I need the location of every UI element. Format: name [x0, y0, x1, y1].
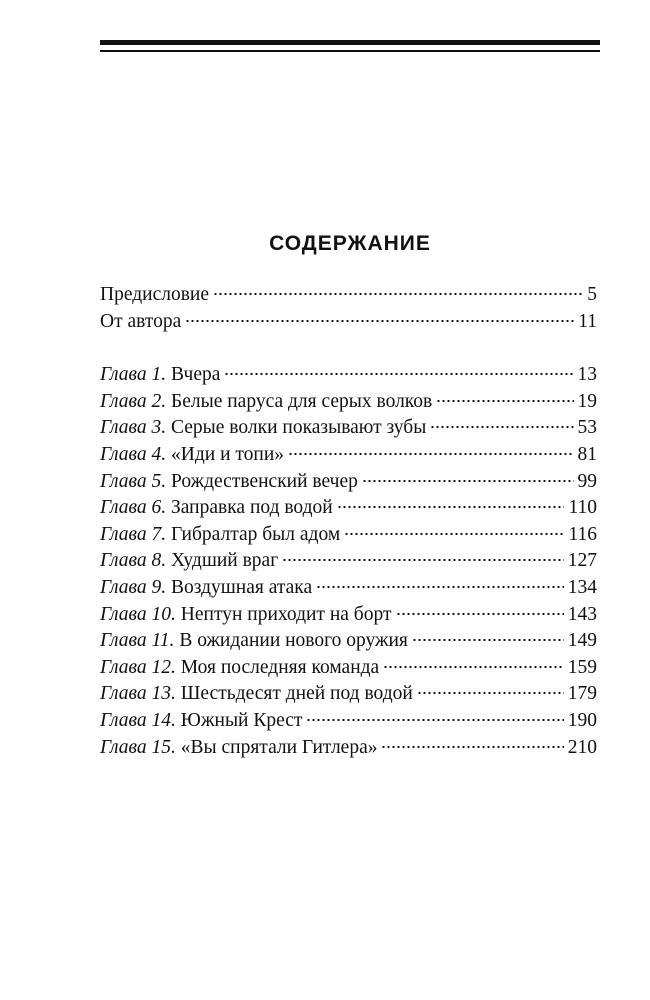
dot-leader	[381, 746, 563, 748]
toc-chapter-entry	[100, 710, 597, 737]
toc-chapter-entry	[100, 657, 597, 684]
dot-leader	[417, 692, 564, 694]
toc-entry-title: Худший враг	[171, 550, 279, 572]
toc-entry-title: Рождественский вечер	[171, 470, 358, 492]
toc-entry-label	[100, 683, 413, 705]
toc-chapter-entry	[100, 683, 597, 710]
dot-leader	[213, 293, 583, 295]
dot-leader	[344, 533, 564, 535]
page-number: 5	[587, 284, 597, 305]
dot-leader	[306, 719, 563, 721]
dot-leader	[185, 320, 574, 322]
chapter-number: Глава 4.	[100, 443, 167, 465]
toc-chapter-entry	[100, 391, 597, 418]
page-number: 11	[578, 310, 597, 332]
toc-chapter-entry	[100, 604, 597, 631]
page-number: 13	[577, 364, 597, 386]
toc-chapter-entry	[100, 630, 597, 657]
toc-entry-title: Серые волки показывают зубы	[171, 417, 427, 439]
toc-entry-label	[100, 417, 426, 439]
toc-entry-title: Нептун приходит на борт	[180, 603, 392, 625]
chapter-number: Глава 9.	[100, 576, 167, 598]
toc-entry-title: Предисловие	[100, 284, 210, 305]
dot-leader	[337, 506, 565, 508]
toc-entry-label	[100, 444, 284, 466]
toc-chapter-entry	[100, 417, 597, 444]
toc-entry-title: От автора	[100, 310, 182, 332]
page-number: 179	[567, 683, 597, 705]
toc-entry-title: Воздушная атака	[171, 576, 313, 598]
chapter-number: Глава 15.	[100, 736, 176, 758]
table-of-contents	[100, 284, 597, 763]
chapter-number: Глава 14.	[100, 709, 176, 731]
toc-entry-title: «Иди и топи»	[171, 443, 285, 465]
toc-entry-label	[100, 497, 333, 519]
toc-entry-label	[100, 604, 392, 626]
chapter-number: Глава 13.	[100, 683, 176, 705]
toc-entry-label	[100, 311, 181, 333]
dot-leader	[430, 426, 573, 428]
toc-chapter-entry	[100, 577, 597, 604]
toc-entry	[100, 311, 597, 338]
toc-chapter-entry	[100, 364, 597, 391]
header-rule-thick	[100, 40, 600, 45]
chapter-number: Глава 1.	[100, 364, 167, 386]
toc-entry-label	[100, 364, 220, 386]
dot-leader	[224, 373, 573, 375]
page-number: 53	[577, 417, 597, 439]
dot-leader	[288, 453, 573, 455]
toc-entry-title: «Вы спрятали Гитлера»	[180, 736, 378, 758]
toc-entry-label	[100, 471, 358, 493]
chapter-number: Глава 7.	[100, 523, 167, 545]
page-number: 99	[577, 470, 597, 492]
toc-entry-title: Заправка под водой	[171, 497, 333, 519]
dot-leader	[412, 639, 564, 641]
toc-entry-title: Шестьдесят дней под водой	[180, 683, 413, 705]
chapter-number: Глава 10.	[100, 603, 176, 625]
toc-entry-label	[100, 737, 377, 759]
page-number: 110	[568, 497, 597, 519]
chapter-number: Глава 12.	[100, 656, 176, 678]
toc-chapter-entry	[100, 444, 597, 471]
chapter-number: Глава 2.	[100, 390, 167, 412]
toc-entry-label	[100, 657, 379, 679]
page-title: СОДЕРЖАНИЕ	[269, 232, 431, 255]
page-number: 159	[567, 656, 597, 678]
page-number: 127	[567, 550, 597, 572]
dot-leader	[383, 666, 564, 668]
toc-entry-title: Южный Крест	[180, 709, 303, 731]
page-number: 149	[567, 630, 597, 652]
header-rule-thin	[100, 50, 600, 52]
toc-entry	[100, 284, 597, 311]
chapter-number: Глава 6.	[100, 497, 167, 519]
page-number: 210	[567, 736, 597, 758]
page-number: 116	[568, 523, 597, 545]
toc-entry-label	[100, 524, 340, 546]
dot-leader	[316, 586, 564, 588]
toc-entry-label	[100, 577, 312, 599]
toc-entry-title: Белые паруса для серых волков	[171, 390, 433, 412]
chapter-list	[100, 364, 597, 763]
toc-entry-label	[100, 550, 278, 572]
front-matter-list	[100, 284, 597, 337]
page-number: 81	[577, 443, 597, 465]
toc-entry-title: Моя последняя команда	[180, 656, 380, 678]
toc-chapter-entry	[100, 524, 597, 551]
toc-entry-label	[100, 284, 209, 306]
chapter-number: Глава 3.	[100, 417, 167, 439]
section-gap	[100, 337, 597, 364]
chapter-number: Глава 8.	[100, 550, 167, 572]
chapter-number: Глава 5.	[100, 470, 167, 492]
page-number: 19	[577, 390, 597, 412]
dot-leader	[362, 480, 574, 482]
toc-entry-title: В ожидании нового оружия	[179, 630, 408, 652]
toc-chapter-entry	[100, 737, 597, 764]
toc-entry-label	[100, 391, 432, 413]
toc-chapter-entry	[100, 471, 597, 498]
dot-leader	[282, 559, 564, 561]
toc-chapter-entry	[100, 497, 597, 524]
toc-entry-label	[100, 710, 302, 732]
dot-leader	[436, 400, 573, 402]
page-number: 190	[567, 709, 597, 731]
chapter-number: Глава 11.	[100, 630, 175, 652]
page-number: 143	[567, 603, 597, 625]
page-number: 134	[567, 576, 597, 598]
toc-entry-title: Гибралтар был адом	[171, 523, 341, 545]
toc-entry-label	[100, 630, 408, 652]
toc-entry-title: Вчера	[171, 364, 221, 386]
dot-leader	[396, 613, 564, 615]
toc-chapter-entry	[100, 550, 597, 577]
